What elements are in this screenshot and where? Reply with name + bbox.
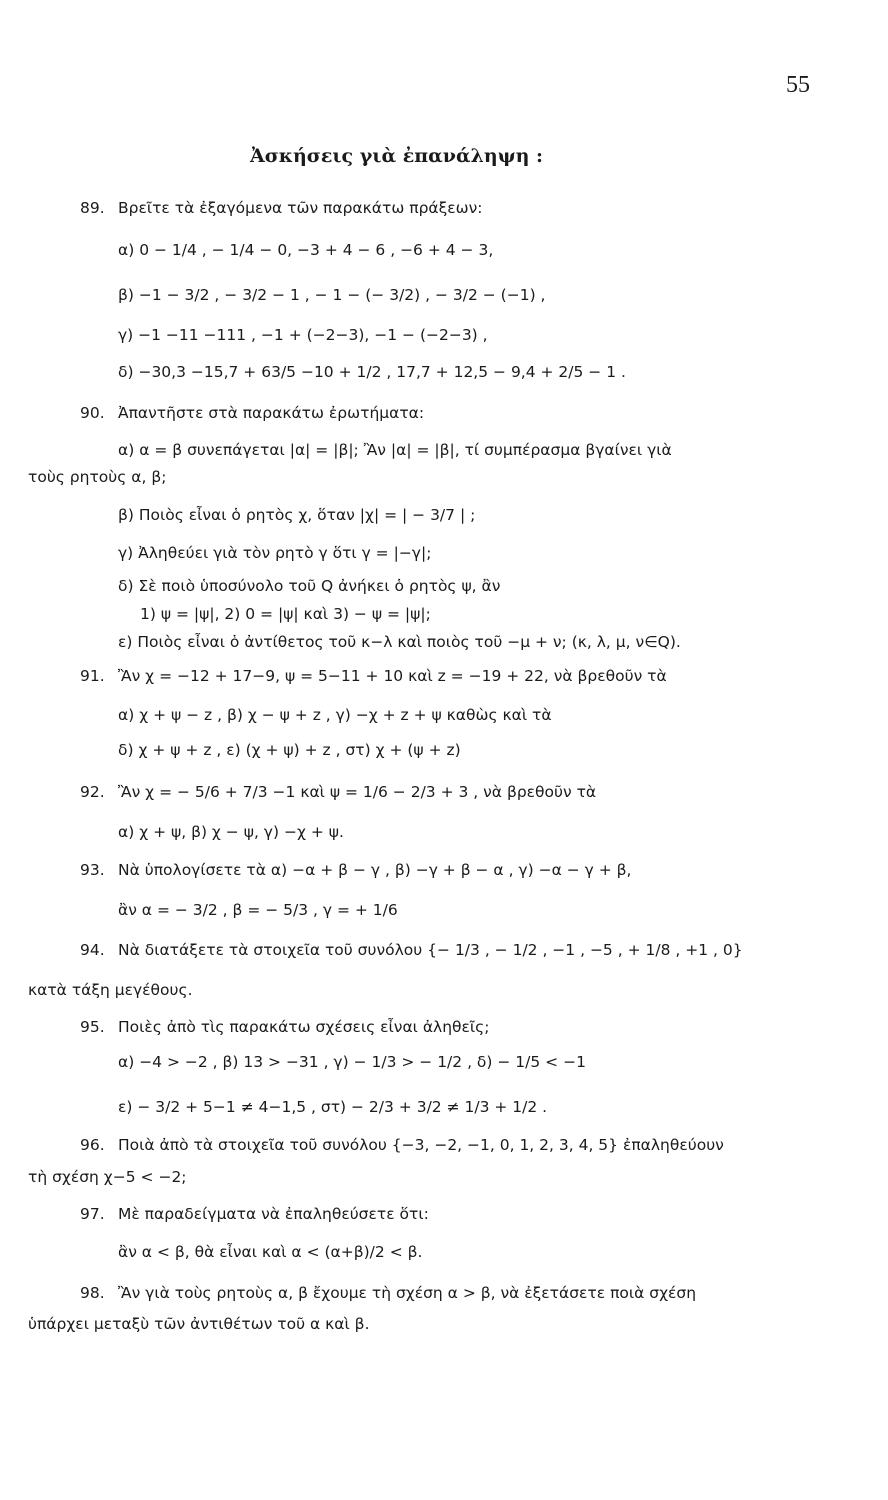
- exercise-92-a: α) χ + ψ, β) χ − ψ, γ) −χ + ψ.: [118, 823, 344, 841]
- exercise-number: 89.: [80, 199, 105, 217]
- page-number: 55: [786, 72, 810, 98]
- exercise-90-d-cases: 1) ψ = |ψ|, 2) 0 = |ψ| καὶ 3) − ψ = |ψ|;: [140, 605, 431, 623]
- exercise-90-c: γ) Ἀληθεύει γιὰ τὸν ρητὸ γ ὅτι γ = |−γ|;: [118, 544, 432, 562]
- section-heading: Ἀσκήσεις γιὰ ἐπανάληψη :: [250, 145, 544, 167]
- exercise-text: Ποιὲς ἀπὸ τὶς παρακάτω σχέσεις εἶναι ἀληθεῖς;: [118, 1018, 490, 1036]
- exercise-89-b: β) −1 − 3/2 , − 3/2 − 1 , − 1 − (− 3/2) , − 3/2 − (−1) ,: [118, 286, 546, 304]
- exercise-text: Ἂν χ = −12 + 17−9, ψ = 5−11 + 10 καὶ z = −19 + 22, νὰ βρεθοῦν τὰ: [118, 667, 667, 685]
- exercise-89-c: γ) −1 −11 −111 , −1 + (−2−3), −1 − (−2−3) ,: [118, 326, 488, 344]
- exercise-text: Βρεῖτε τὰ ἐξαγόμενα τῶν παρακάτω πράξεων:: [118, 199, 483, 217]
- exercise-text: Ποιὰ ἀπὸ τὰ στοιχεῖα τοῦ συνόλου {−3, −2, −1, 0, 1, 2, 3, 4, 5} ἐπαληθεύουν: [118, 1136, 724, 1154]
- exercise-97-cont: ἂν α < β, θὰ εἶναι καὶ α < (α+β)/2 < β.: [118, 1243, 423, 1261]
- exercise-number: 90.: [80, 404, 105, 422]
- exercise-98-cont: ὑπάρχει μεταξὺ τῶν ἀντιθέτων τοῦ α καὶ β.: [28, 1315, 370, 1333]
- exercise-number: 95.: [80, 1018, 105, 1036]
- exercise-number: 97.: [80, 1205, 105, 1223]
- exercise-number: 96.: [80, 1136, 105, 1154]
- exercise-90-d: δ) Σὲ ποιὸ ὑποσύνολο τοῦ Q ἀνήκει ὁ ρητὸς ψ, ἂν: [118, 577, 501, 595]
- exercise-89-d: δ) −30,3 −15,7 + 63/5 −10 + 1/2 , 17,7 + 12,5 − 9,4 + 2/5 − 1 .: [118, 363, 626, 381]
- exercise-95-a: α) −4 > −2 , β) 13 > −31 , γ) − 1/3 > − 1/2 , δ) − 1/5 < −1: [118, 1053, 586, 1071]
- exercise-91-title: [80, 666, 667, 686]
- exercise-94-title: [80, 940, 743, 960]
- exercise-95-e: ε) − 3/2 + 5−1 ≠ 4−1,5 , στ) − 2/3 + 3/2 ≠ 1/3 + 1/2 .: [118, 1098, 548, 1116]
- exercise-91-d: δ) χ + ψ + z , ε) (χ + ψ) + z , στ) χ + (ψ + z): [118, 741, 461, 759]
- exercise-90-b: β) Ποιὸς εἶναι ὁ ρητὸς χ, ὅταν |χ| = | − 3/7 | ;: [118, 506, 476, 524]
- exercise-number: 93.: [80, 861, 105, 879]
- exercise-95-title: [80, 1017, 489, 1037]
- exercise-text: Ἂν χ = − 5/6 + 7/3 −1 καὶ ψ = 1/6 − 2/3 + 3 , νὰ βρεθοῦν τὰ: [118, 783, 597, 801]
- exercise-93-title: [80, 860, 631, 880]
- exercise-90-a-cont: τοὺς ρητοὺς α, β;: [28, 468, 167, 486]
- exercise-94-cont: κατὰ τάξη μεγέθους.: [28, 981, 193, 999]
- exercise-91-a: α) χ + ψ − z , β) χ − ψ + z , γ) −χ + z + ψ καθὼς καὶ τὰ: [118, 706, 552, 724]
- exercise-text: Ἀπαντῆστε στὰ παρακάτω ἐρωτήματα:: [118, 404, 425, 422]
- exercise-number: 94.: [80, 941, 105, 959]
- exercise-text: Νὰ ὑπολογίσετε τὰ α) −α + β − γ , β) −γ + β − α , γ) −α − γ + β,: [118, 861, 632, 879]
- exercise-text: Μὲ παραδείγματα νὰ ἐπαληθεύσετε ὅτι:: [118, 1205, 429, 1223]
- exercise-98-title: [80, 1283, 696, 1303]
- exercise-90-title: [80, 403, 424, 423]
- exercise-97-title: [80, 1204, 429, 1224]
- exercise-89-title: [80, 198, 483, 218]
- exercise-93-given: ἂν α = − 3/2 , β = − 5/3 , γ = + 1/6: [118, 901, 398, 919]
- exercise-number: 98.: [80, 1284, 105, 1302]
- exercise-96-cont: τὴ σχέση χ−5 < −2;: [28, 1168, 187, 1186]
- exercise-90-a: α) α = β συνεπάγεται |α| = |β|; Ἂν |α| = |β|, τί συμπέρασμα βγαίνει γιὰ: [118, 441, 672, 459]
- exercise-text: Νὰ διατάξετε τὰ στοιχεῖα τοῦ συνόλου {− 1/3 , − 1/2 , −1 , −5 , + 1/8 , +1 , 0}: [118, 941, 743, 959]
- exercise-number: 91.: [80, 667, 105, 685]
- exercise-number: 92.: [80, 783, 105, 801]
- exercise-90-e: ε) Ποιὸς εἶναι ὁ ἀντίθετος τοῦ κ−λ καὶ ποιὸς τοῦ −μ + ν; (κ, λ, μ, ν∈Q).: [118, 633, 681, 651]
- exercise-92-title: [80, 782, 596, 802]
- exercise-89-a: α) 0 − 1/4 , − 1/4 − 0, −3 + 4 − 6 , −6 + 4 − 3,: [118, 241, 494, 259]
- exercise-text: Ἂν γιὰ τοὺς ρητοὺς α, β ἔχουμε τὴ σχέση α > β, νὰ ἐξετάσετε ποιὰ σχέση: [118, 1284, 697, 1302]
- exercise-96-title: [80, 1135, 724, 1155]
